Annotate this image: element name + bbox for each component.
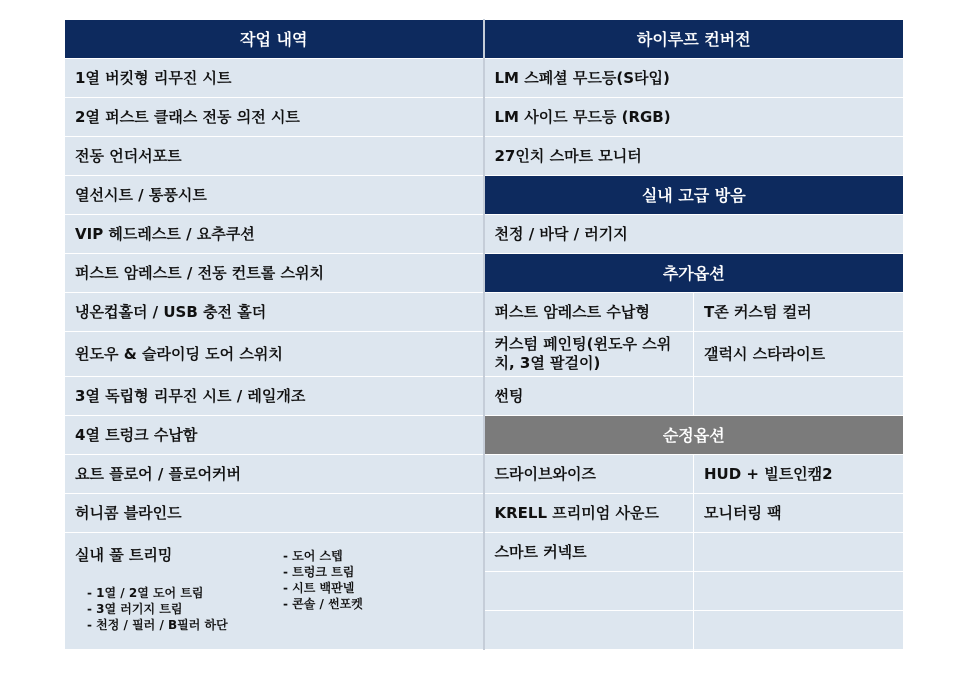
work-item: 4열 트렁크 수납함 bbox=[65, 416, 484, 455]
work-item: 전동 언더서포트 bbox=[65, 137, 484, 176]
work-item: VIP 헤드레스트 / 요추쿠션 bbox=[65, 215, 484, 254]
conversion-item: LM 사이드 무드등 (RGB) bbox=[484, 98, 904, 137]
trim-left-list bbox=[87, 585, 228, 633]
extra-option: 갤럭시 스타라이트 bbox=[694, 332, 904, 377]
trim-right-item: - 시트 백판넬 bbox=[283, 581, 355, 595]
genuine-option bbox=[694, 533, 904, 572]
trim-right-list bbox=[283, 548, 363, 612]
genuine-option: 스마트 커넥트 bbox=[484, 533, 694, 572]
genuine-option: KRELL 프리미엄 사운드 bbox=[484, 494, 694, 533]
work-item: 열선시트 / 통풍시트 bbox=[65, 176, 484, 215]
trim-right-item: - 도어 스텝 bbox=[283, 549, 343, 563]
extra-option: 커스텀 페인팅(윈도우 스위치, 3열 팔걸이) bbox=[484, 332, 694, 377]
genuine-option: 모니터링 팩 bbox=[694, 494, 904, 533]
work-item: 퍼스트 암레스트 / 전동 컨트롤 스위치 bbox=[65, 254, 484, 293]
genuine-option bbox=[694, 572, 904, 611]
work-item: 2열 퍼스트 클래스 전동 의전 시트 bbox=[65, 98, 484, 137]
header-interior: 실내 고급 방음 bbox=[484, 176, 904, 215]
header-conversion: 하이루프 컨버전 bbox=[484, 20, 904, 59]
genuine-option bbox=[484, 611, 694, 650]
genuine-option: 드라이브와이즈 bbox=[484, 455, 694, 494]
header-genuine: 순정옵션 bbox=[484, 416, 904, 455]
work-item: 3열 독립형 리무진 시트 / 레일개조 bbox=[65, 377, 484, 416]
conversion-item: LM 스페셜 무드등(S타입) bbox=[484, 59, 904, 98]
trim-left-item: - 천정 / 필러 / B필러 하단 bbox=[87, 618, 228, 632]
header-work: 작업 내역 bbox=[65, 20, 484, 59]
trim-title: 실내 풀 트리밍 bbox=[75, 546, 173, 564]
extra-option: 썬팅 bbox=[484, 377, 694, 416]
conversion-item: 27인치 스마트 모니터 bbox=[484, 137, 904, 176]
interior-item: 천정 / 바닥 / 러기지 bbox=[484, 215, 904, 254]
work-item: 냉온컵홀더 / USB 충전 홀더 bbox=[65, 293, 484, 332]
genuine-option bbox=[484, 572, 694, 611]
trim-right-item: - 콘솔 / 썬포켓 bbox=[283, 597, 363, 611]
extra-option: 퍼스트 암레스트 수납형 bbox=[484, 293, 694, 332]
work-item: 허니콤 블라인드 bbox=[65, 494, 484, 533]
trim-right-item: - 트렁크 트림 bbox=[283, 565, 355, 579]
trim-cell bbox=[65, 533, 484, 650]
work-item: 윈도우 & 슬라이딩 도어 스위치 bbox=[65, 332, 484, 377]
extra-option: T존 커스텀 컬러 bbox=[694, 293, 904, 332]
genuine-option bbox=[694, 611, 904, 650]
spec-table bbox=[64, 19, 904, 650]
trim-left-item: - 1열 / 2열 도어 트림 bbox=[87, 586, 204, 600]
extra-option bbox=[694, 377, 904, 416]
work-item: 요트 플로어 / 플로어커버 bbox=[65, 455, 484, 494]
genuine-option: HUD + 빌트인캠2 bbox=[694, 455, 904, 494]
trim-left-item: - 3열 러기지 트림 bbox=[87, 602, 183, 616]
header-extra: 추가옵션 bbox=[484, 254, 904, 293]
work-item: 1열 버킷형 리무진 시트 bbox=[65, 59, 484, 98]
